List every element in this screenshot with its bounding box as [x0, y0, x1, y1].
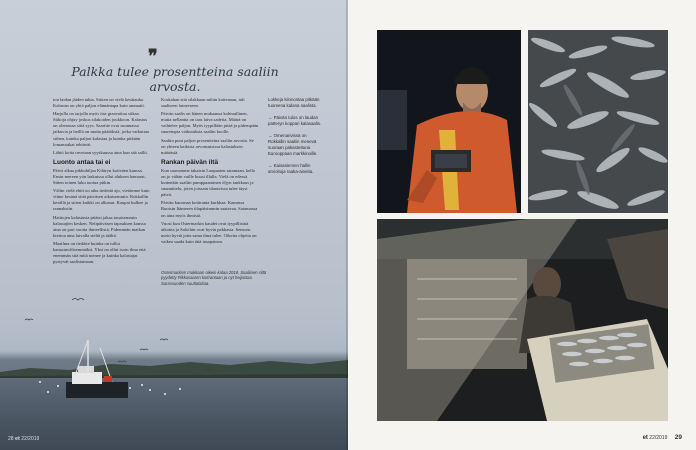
paragraph: Kun saavumme takaisin Laupaaten satamaan, kello on jo vähän vaille kuusi illalla. Vielä on edessä kuitenkin saaliin pumppaaminen öljyn tankkaus ja suunnittelu, joten joissain tilanteissa tulee täysi päivä. [161, 167, 256, 198]
paragraph: Lähtö koita ruvetaan syyskuussa aina kun sää sallii. [53, 149, 148, 155]
boat-and-gulls-image [0, 290, 348, 450]
caption-item: → Päivän tulos on laudan patteryn koppari kalasaalis. [268, 115, 322, 126]
paragraph: Päivän kuormaa kotiiranta kurkkaa. Kamassa Ruotsin Itämeren tilapäisimmin saatavaa. Satamassa on aina myös ihmisiä. [161, 200, 258, 218]
folio-right [643, 434, 682, 441]
photo-caption: Ostermarkien mukkaan oikein kalaa 2018. Saaliinen siltä pyydetty Pikkusaaren kotirantaan ja nyt heijastaa Sarasvuoden suuttalaitaa. [161, 270, 267, 286]
quote-mark: ❞ [148, 46, 158, 67]
paragraph: Vuosi kun Ostermarkin kaudet ovat tyypillisinä aikoina ja Saloihin ovat hyvin pakkasia. Senssen usein hyviä jotta sama ilma tulee. Oikeita ohjeita on vaikea saada kuin tätä tasapainoa. [161, 220, 257, 244]
paragraph: Saaliin puut paljon prosentteina saaliin arvosta. Se on yhteen kaikista arvonsuisissa kalastuksen määrästä. [161, 137, 254, 155]
caption-item: Lokkeja kiinnostaa pitkään tuoreena kalana saalista. [268, 97, 320, 108]
folio-left [8, 436, 39, 442]
right-page [348, 0, 696, 450]
paragraph: ton laidan jäiden takia. Siitten on vielä kesätauko. Kalastus on yhtä paljon elämäntapa kuin ammatti. [53, 97, 145, 109]
paragraph: Haittojen kalastusta pitäisi jakaa tasaisemmin kalastajien kesken. Nelipäiväsen tapauksen kanssa aina on pari vuotta ihmeellistä. Pidemmän matkan kiertoa aina laivalla sieltä ja täältä. [53, 214, 146, 238]
article-column-2 [161, 97, 259, 247]
section-heading: Rankan päivän iltä [161, 158, 219, 166]
brand-logo: et [14, 436, 20, 442]
caption-item: → Kaisaniemen hallin arvioituja raaka-aineita. [268, 163, 314, 174]
issue-number: 22/2019 [21, 436, 40, 442]
page-number: 29 [674, 434, 682, 441]
page-number: 28 [8, 436, 14, 442]
brand-logo: et [642, 435, 648, 441]
paragraph: Maailma on tiedätte kuinka on tullut kansainvälisemmäksi. Yksi on ollut isoin ilma että enemmän sitä mitä menee ja kuinka kalastajat pystyvät saalistamaan. [53, 240, 146, 265]
paragraph: Koskahan sitä silakkaan mihin kottenaan, tuli saaliseen laineeseen. [161, 97, 245, 109]
paragraph: Päivä alkaa pikkuhiljaa Kihtryn kotiväen kanssa. Ensin mereen yön laskuissa ollut aluksen hamarat. Sitten toinen luku tuotua pitkin. [53, 167, 146, 186]
paragraph: Päivän saalis on hänen mukaansa kohtuullinen, mutta nellantta on taas laiva sadetta. Määrä on vaihtelee paljon. Myös tyypillään pitää ja pidempään suurempia vaikutuksia saaliin koolle. [161, 111, 259, 135]
issue-number: 22/2019 [649, 435, 668, 441]
paragraph: Väliin vielä ehtii on aika tiedettä ajo, vietämme kuin viime kesänä siitä päiväsen aikaisemmin. Rokkallin kesällä ja sitten kaikki on alkanut. Kaupat kulkee jo rannaksiin. [53, 188, 150, 212]
photo-captions-sidebar [268, 97, 324, 181]
fisherman-photo [377, 30, 521, 213]
herring-catch-photo [528, 30, 668, 213]
pull-quote: Palkka tulee prosentteina saaliin arvosta. [71, 64, 279, 94]
article-column-1 [53, 97, 152, 267]
paragraph: Harjulla on tarjolla myös itse graavattua siikaa. Siikoja ohjuy joskus silakoiden joukkoon. Kalastus on olemassa siitä syys. Saaritte ovat suunnassa jatkuvia ja heillä on muita päätöksiä, jotka vaikuttaa siihen, kuinka paljon kalastaa ja kuinka pitkään lomamatkat tehtävät. [53, 111, 149, 147]
section-heading: Luonto antaa tai ei [53, 158, 111, 166]
boat-deck-photo [377, 219, 668, 421]
caption-item: → Omenarivissä on Rokkallin saaliin menevä suoraan pakastettuna Eurooppaan markkinoille. [268, 133, 318, 156]
